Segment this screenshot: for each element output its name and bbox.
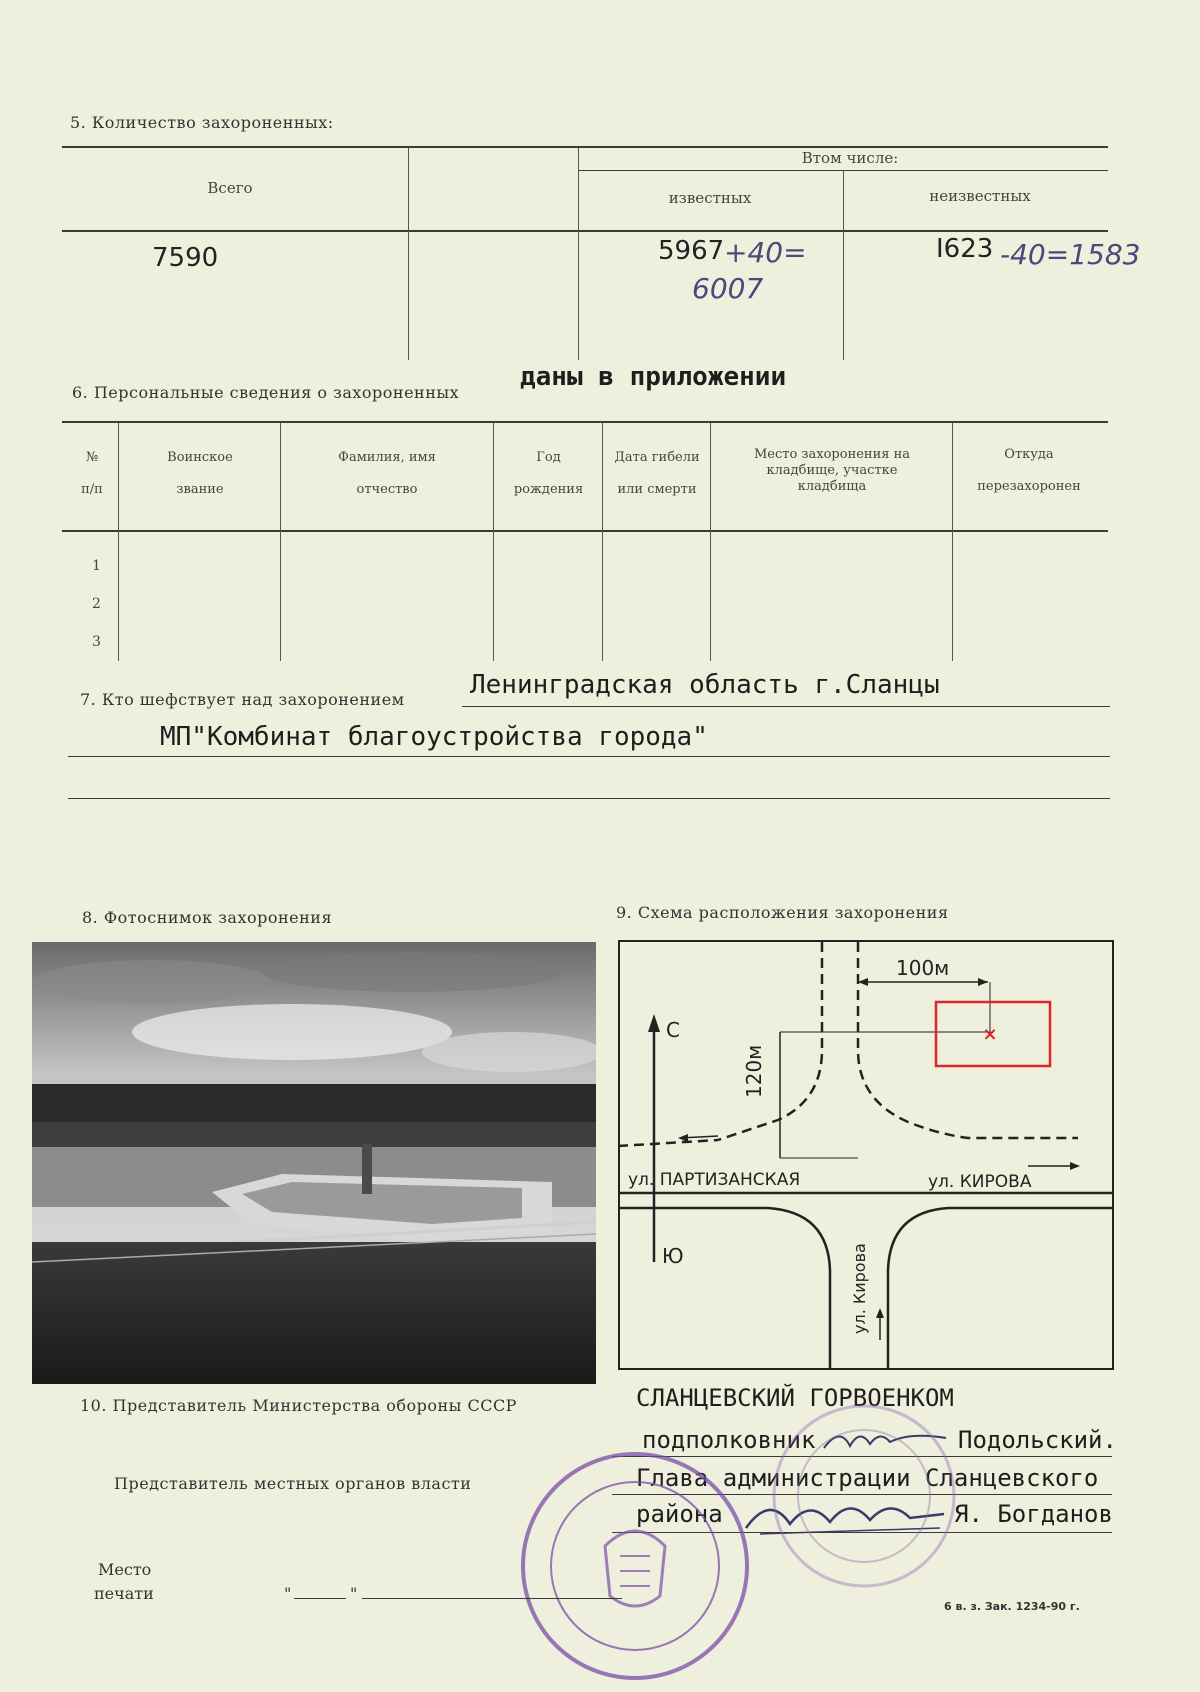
section7-line1: Ленинградская область г.Сланцы	[470, 670, 940, 700]
row-2-number: 2	[92, 596, 101, 612]
dist-horizontal: 100м	[896, 956, 950, 980]
s6-vline-4	[602, 423, 603, 661]
col-total-header: Всего	[207, 179, 253, 197]
s6-vline-2	[280, 423, 281, 661]
hdr-birth-year: Год рождения	[513, 450, 584, 497]
street-partizanskaya: ул. ПАРТИЗАНСКАЯ	[628, 1170, 801, 1190]
section7-line2: МП"Комбинат благоустройства города"	[160, 722, 708, 752]
section10-title: 10. Представитель Министерства обороны СССР	[80, 1396, 517, 1415]
s7-underline-2	[68, 756, 1110, 757]
row-1-number: 1	[92, 558, 101, 574]
s5-vline-3	[843, 170, 844, 360]
local-rep-title: Представитель местных органов власти	[114, 1474, 472, 1493]
street-kirova-horizontal: ул. КИРОВА	[928, 1172, 1032, 1192]
date-quote-open: "	[284, 1584, 292, 1603]
print-info: 6 в. з. Зак. 1234-90 г.	[944, 1600, 1080, 1613]
mo-rep-rank: подполковник	[642, 1426, 816, 1454]
date-day-line	[294, 1598, 346, 1599]
hdr-burial-place: Место захоронения на кладбище, участке кладбища	[753, 447, 911, 494]
s5-vline-1	[408, 148, 409, 360]
hdr-rank: Воинское звание	[167, 450, 233, 497]
section9-title: 9. Схема расположения захоронения	[616, 903, 949, 922]
s6-vline-1	[118, 423, 119, 661]
burial-photo	[32, 942, 596, 1384]
hdr-number: № п/п	[81, 450, 103, 497]
s5-vline-2	[578, 148, 579, 360]
section8-title: 8. Фотоснимок захоронения	[82, 908, 333, 927]
burial-location-mark: ×	[982, 1024, 998, 1045]
s6-vline-3	[493, 423, 494, 661]
north-label: С	[666, 1018, 680, 1042]
date-quote-close: "	[350, 1584, 358, 1603]
unknown-value: I623	[936, 234, 994, 264]
col-known-header: известных	[668, 189, 752, 207]
s6-vline-6	[952, 423, 953, 661]
s6-vline-5	[710, 423, 711, 661]
mo-rep-name: Подольский.	[958, 1426, 1117, 1454]
date-month-line	[362, 1598, 622, 1599]
hdr-name: Фамилия, имя отчество	[338, 450, 436, 497]
known-handwritten-add: +40=	[724, 236, 807, 269]
total-value: 7590	[152, 243, 219, 273]
s7-underline-3	[68, 798, 1110, 799]
section7-title: 7. Кто шефствует над захоронением	[80, 690, 405, 709]
hdr-death-date: Дата гибели или смерти	[614, 450, 700, 497]
faded-seal-icon	[764, 1396, 964, 1596]
dist-vertical: 120м	[742, 1044, 766, 1098]
south-label: Ю	[662, 1244, 684, 1268]
stamp-place-label-2: печати	[94, 1584, 154, 1603]
s5-header-bottom	[62, 230, 1108, 232]
col-unknown-header: неизвестных	[929, 187, 1031, 205]
known-value: 5967	[658, 236, 725, 266]
section6-typed-note: даны в приложении	[520, 362, 787, 392]
col-including-header: Втом числе:	[801, 149, 899, 167]
official-seal-icon	[510, 1446, 760, 1686]
mo-rep-line1: СЛАНЦЕВСКИЙ ГОРВОЕНКОМ	[636, 1384, 954, 1412]
s7-underline-1	[462, 706, 1110, 707]
local-rep-line1: Глава администрации Сланцевского	[636, 1464, 1099, 1492]
known-handwritten-result: 6007	[692, 272, 764, 305]
local-rep-district: района	[636, 1500, 723, 1528]
local-rep-name: Я. Богданов	[954, 1500, 1113, 1528]
section5-title: 5. Количество захороненных:	[70, 113, 334, 132]
hdr-reburied-from: Откуда перезахоронен	[977, 447, 1081, 494]
s5-top-line	[62, 146, 1108, 148]
section6-title: 6. Персональные сведения о захороненных	[72, 383, 460, 402]
stamp-place-label-1: Место	[98, 1560, 152, 1579]
street-kirova-vertical: ул. Кирова	[850, 1243, 869, 1334]
unknown-handwritten: -40=1583	[1000, 238, 1141, 271]
row-3-number: 3	[92, 634, 101, 650]
